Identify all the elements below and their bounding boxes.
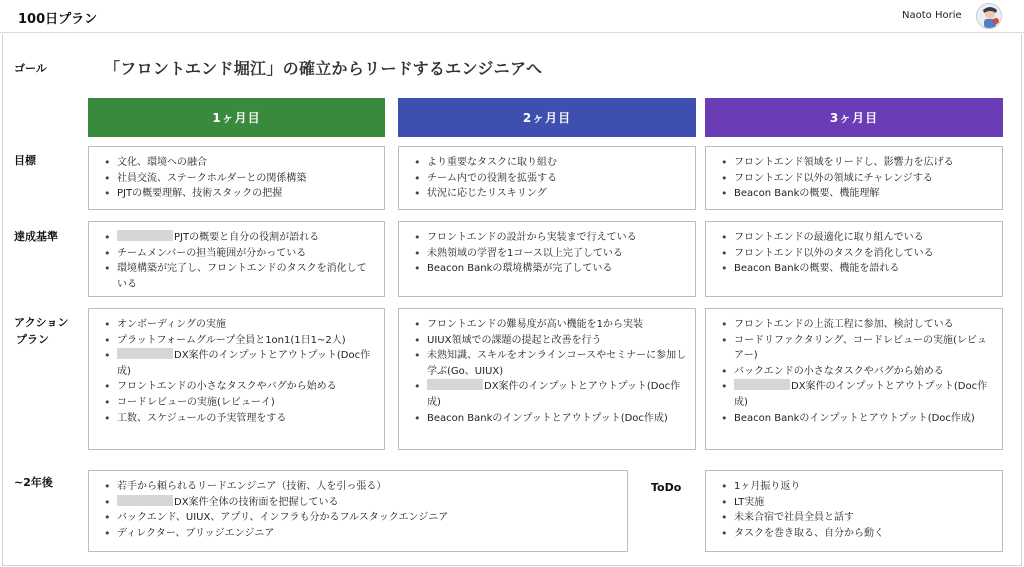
- list-item: • フロントエンドの設計から実装まで行えている: [413, 230, 687, 246]
- list-item: • 1ヶ月振り返り: [720, 479, 994, 495]
- list-item: • フロントエンドの難易度が高い機能を1から実装: [413, 317, 687, 333]
- list-item: • 環境構築が完了し、フロントエンドのタスクを消化している: [103, 261, 376, 292]
- objective-label: 目標: [14, 154, 36, 167]
- list-item: • フロントエンド領域をリードし、影響力を広げる: [720, 155, 994, 171]
- redaction-block: [427, 379, 483, 390]
- list-item: [103, 348, 376, 379]
- criteria-cell-month-2: [398, 221, 696, 297]
- todo-label: ToDo: [651, 481, 682, 494]
- list-item: • ディレクター、ブリッジエンジニア: [103, 526, 619, 542]
- action-plan-label-line1: アクション: [14, 316, 69, 329]
- objective-cell-month-2: [398, 146, 696, 210]
- list-item: • 未熟知識、スキルをオンラインコースやセミナーに参加し学ぶ(Go、UIUX): [413, 348, 687, 379]
- list-item: • 社員交流、ステークホルダーとの関係構築: [103, 171, 376, 187]
- list-item-text: DX案件のインプットとアウトプット(Doc作成): [117, 350, 371, 377]
- two-years-label: ~2年後: [14, 476, 53, 489]
- todo-cell: [705, 470, 1003, 552]
- list-item: • Beacon Bankの概要、機能を語れる: [720, 261, 994, 277]
- redaction-block: [117, 230, 173, 241]
- list-item: • UIUX領域での課題の提起と改善を行う: [413, 333, 687, 349]
- list-item: • プラットフォームグループ全員と1on1(1日1~2人): [103, 333, 376, 349]
- list-item: • より重要なタスクに取り組む: [413, 155, 687, 171]
- list-item: • オンボーディングの実施: [103, 317, 376, 333]
- month-2-header: 2ヶ月目: [398, 98, 696, 137]
- list-item: • 文化、環境への融合: [103, 155, 376, 171]
- list-item-text: DX案件のインプットとアウトプット(Doc作成): [734, 381, 988, 408]
- action-cell-month-1: [88, 308, 385, 450]
- month-1-header: 1ヶ月目: [88, 98, 385, 137]
- criteria-cell-month-3: [705, 221, 1003, 297]
- list-item: • 未熟領域の学習を1コース以上完了している: [413, 246, 687, 262]
- list-item: • フロントエンド以外の領域にチャレンジする: [720, 171, 994, 187]
- list-item: • バックエンド、UIUX、アプリ、インフラも分かるフルスタックエンジニア: [103, 510, 619, 526]
- list-item: • バックエンドの小さなタスクやバグから始める: [720, 364, 994, 380]
- list-item: • フロントエンドの最適化に取り組んでいる: [720, 230, 994, 246]
- list-item: • コードリファクタリング、コードレビューの実施(レビュアー): [720, 333, 994, 364]
- action-cell-month-2: [398, 308, 696, 450]
- list-item: • タスクを巻き取る、自分から動く: [720, 526, 994, 542]
- list-item: • フロントエンド以外のタスクを消化している: [720, 246, 994, 262]
- list-item: • チーム内での役割を拡張する: [413, 171, 687, 187]
- list-item: • Beacon Bankの概要、機能理解: [720, 186, 994, 202]
- list-item: • コードレビューの実施(レビューイ): [103, 395, 376, 411]
- list-item: • Beacon Bankの環境構築が完了している: [413, 261, 687, 277]
- list-item-text: PJTの概要と自分の役割が語れる: [174, 232, 320, 243]
- avatar-illustration-icon: [977, 4, 1002, 29]
- list-item: • フロントエンドの上流工程に参加、検討している: [720, 317, 994, 333]
- month-3-header: 3ヶ月目: [705, 98, 1003, 137]
- list-item: • PJTの概要理解、技術スタックの把握: [103, 186, 376, 202]
- goal-statement: 「フロントエンド堀江」の確立からリードするエンジニアへ: [104, 59, 543, 78]
- redaction-block: [734, 379, 790, 390]
- list-item: • LT実施: [720, 495, 994, 511]
- avatar[interactable]: [976, 3, 1002, 29]
- list-item: [413, 379, 687, 410]
- list-item: [103, 230, 376, 246]
- list-item: • Beacon Bankのインプットとアウトプット(Doc作成): [413, 411, 687, 427]
- action-plan-label-line2: プラン: [16, 333, 49, 346]
- list-item: [103, 495, 619, 511]
- redaction-block: [117, 348, 173, 359]
- list-item: • 若手から頼られるリードエンジニア（技術、人を引っ張る）: [103, 479, 619, 495]
- list-item: [720, 379, 994, 410]
- goal-label: ゴール: [14, 62, 47, 75]
- page-title: 100日プラン: [18, 12, 98, 27]
- two-years-cell: [88, 470, 628, 552]
- criteria-cell-month-1: [88, 221, 385, 297]
- list-item: • 状況に応じたリスキリング: [413, 186, 687, 202]
- action-cell-month-3: [705, 308, 1003, 450]
- list-item: • 工数、スケジュールの予実管理をする: [103, 411, 376, 427]
- list-item-text: DX案件のインプットとアウトプット(Doc作成): [427, 381, 681, 408]
- list-item: • チームメンバーの担当範囲が分かっている: [103, 246, 376, 262]
- redaction-block: [117, 495, 173, 506]
- objective-cell-month-1: [88, 146, 385, 210]
- top-bar: [0, 0, 1024, 33]
- list-item: • 未来合宿で社員全員と話す: [720, 510, 994, 526]
- list-item: • フロントエンドの小さなタスクやバグから始める: [103, 379, 376, 395]
- action-plan-label: [14, 314, 68, 348]
- objective-cell-month-3: [705, 146, 1003, 210]
- user-name: Naoto Horie: [902, 10, 962, 21]
- list-item: • Beacon Bankのインプットとアウトプット(Doc作成): [720, 411, 994, 427]
- criteria-label: 達成基準: [14, 230, 58, 243]
- list-item-text: DX案件全体の技術面を把握している: [174, 496, 339, 508]
